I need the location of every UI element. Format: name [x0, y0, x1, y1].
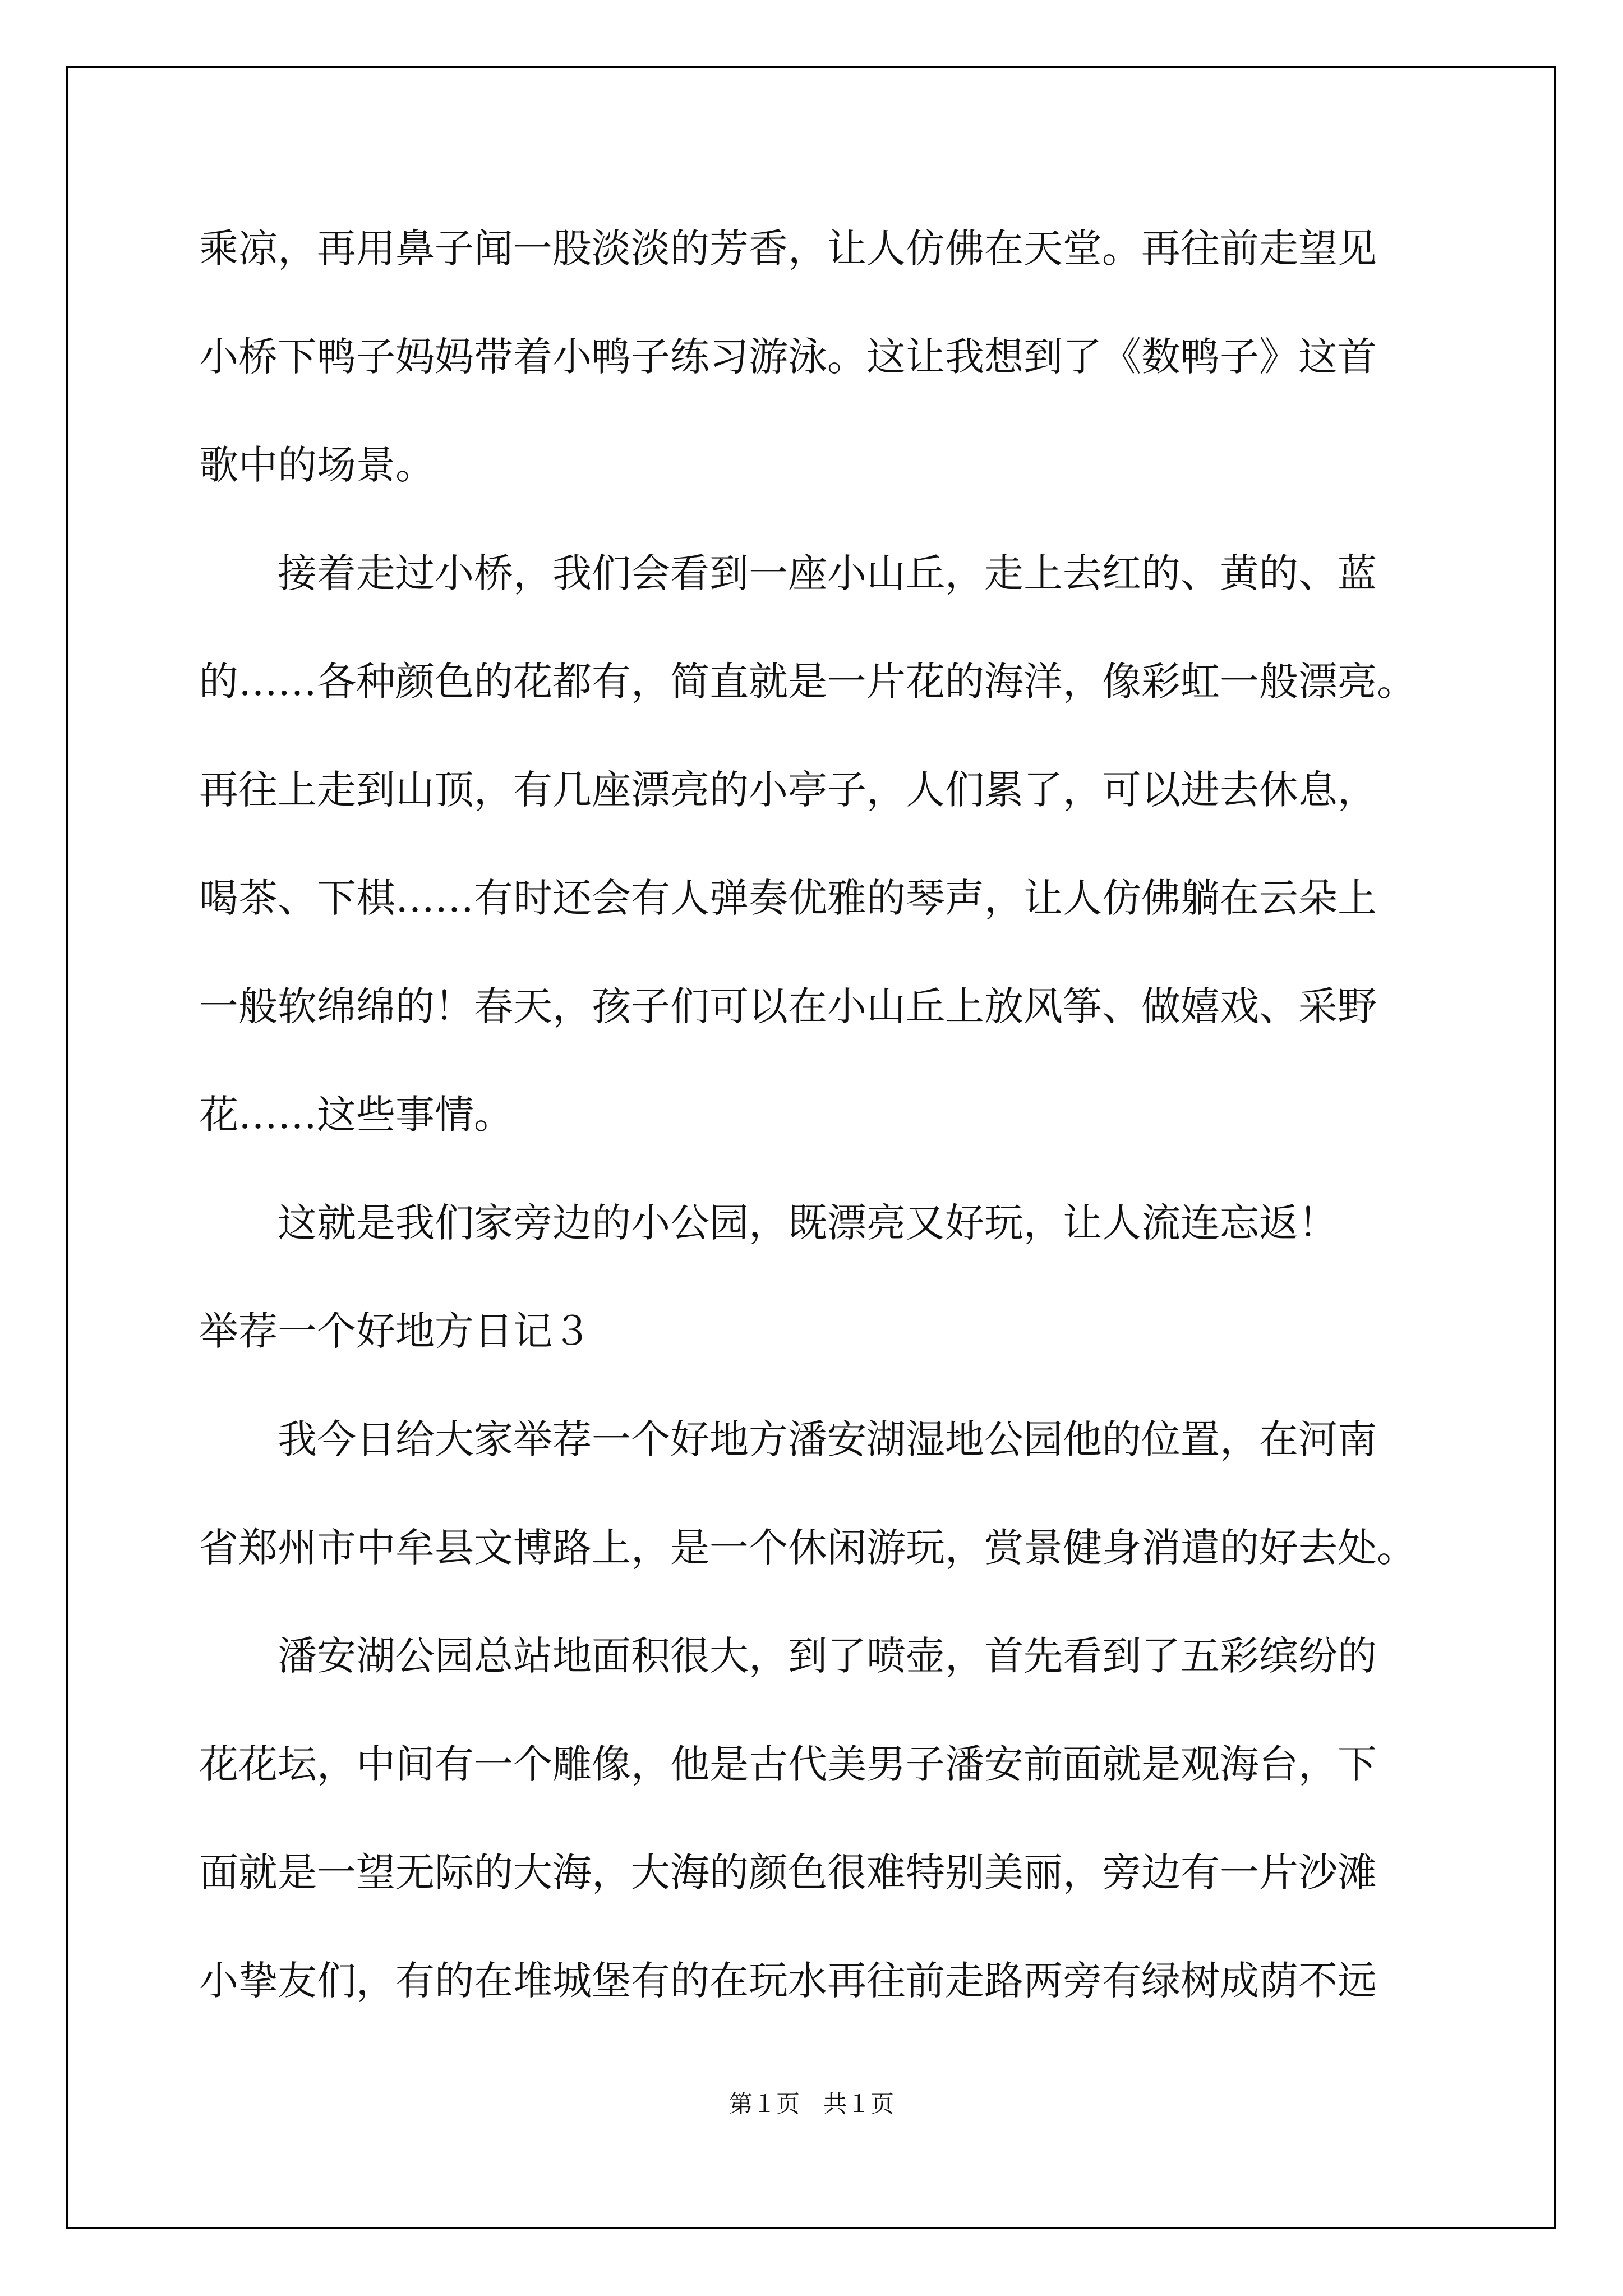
text-line: 小挚友们，有的在堆城堡有的在玩水再往前走路两旁有绿树成荫不远 [199, 1958, 1377, 2004]
text-line: 一般软绵绵的！春天，孩子们可以在小山丘上放风筝、做嬉戏、采野 [199, 983, 1377, 1029]
text-line: 举荐一个好地方日记３ [199, 1308, 592, 1354]
text-line: 的……各种颜色的花都有，简直就是一片花的海洋，像彩虹一般漂亮。 [199, 659, 1416, 705]
text-line: 小桥下鸭子妈妈带着小鸭子练习游泳。这让我想到了《数鸭子》这首 [199, 334, 1377, 380]
text-line: 潘安湖公园总站地面积很大，到了喷壶，首先看到了五彩缤纷的 [278, 1633, 1377, 1679]
text-line: 花……这些事情。 [199, 1092, 513, 1138]
text-line: 接着走过小桥，我们会看到一座小山丘，走上去红的、黄的、蓝 [278, 550, 1377, 596]
text-line: 歌中的场景。 [199, 442, 435, 488]
text-line: 面就是一望无际的大海，大海的颜色很难特别美丽，旁边有一片沙滩 [199, 1849, 1377, 1895]
text-line: 再往上走到山顶，有几座漂亮的小亭子，人们累了，可以进去休息， [199, 767, 1377, 813]
text-line: 喝茶、下棋……有时还会有人弹奏优雅的琴声，让人仿佛躺在云朵上 [199, 875, 1377, 921]
text-line: 我今日给大家举荐一个好地方潘安湖湿地公园他的位置，在河南 [278, 1416, 1377, 1462]
text-line: 花花坛，中间有一个雕像，他是古代美男子潘安前面就是观海台，下 [199, 1741, 1377, 1787]
text-line: 省郑州市中牟县文博路上，是一个休闲游玩，赏景健身消遣的好去处。 [199, 1525, 1416, 1571]
text-line: 这就是我们家旁边的小公园，既漂亮又好玩，让人流连忘返！ [278, 1200, 1338, 1246]
text-line: 乘凉，再用鼻子闻一股淡淡的芳香，让人仿佛在天堂。再往前走望见 [199, 226, 1377, 272]
page-footer: 第１页 共１页 [728, 2090, 894, 2118]
